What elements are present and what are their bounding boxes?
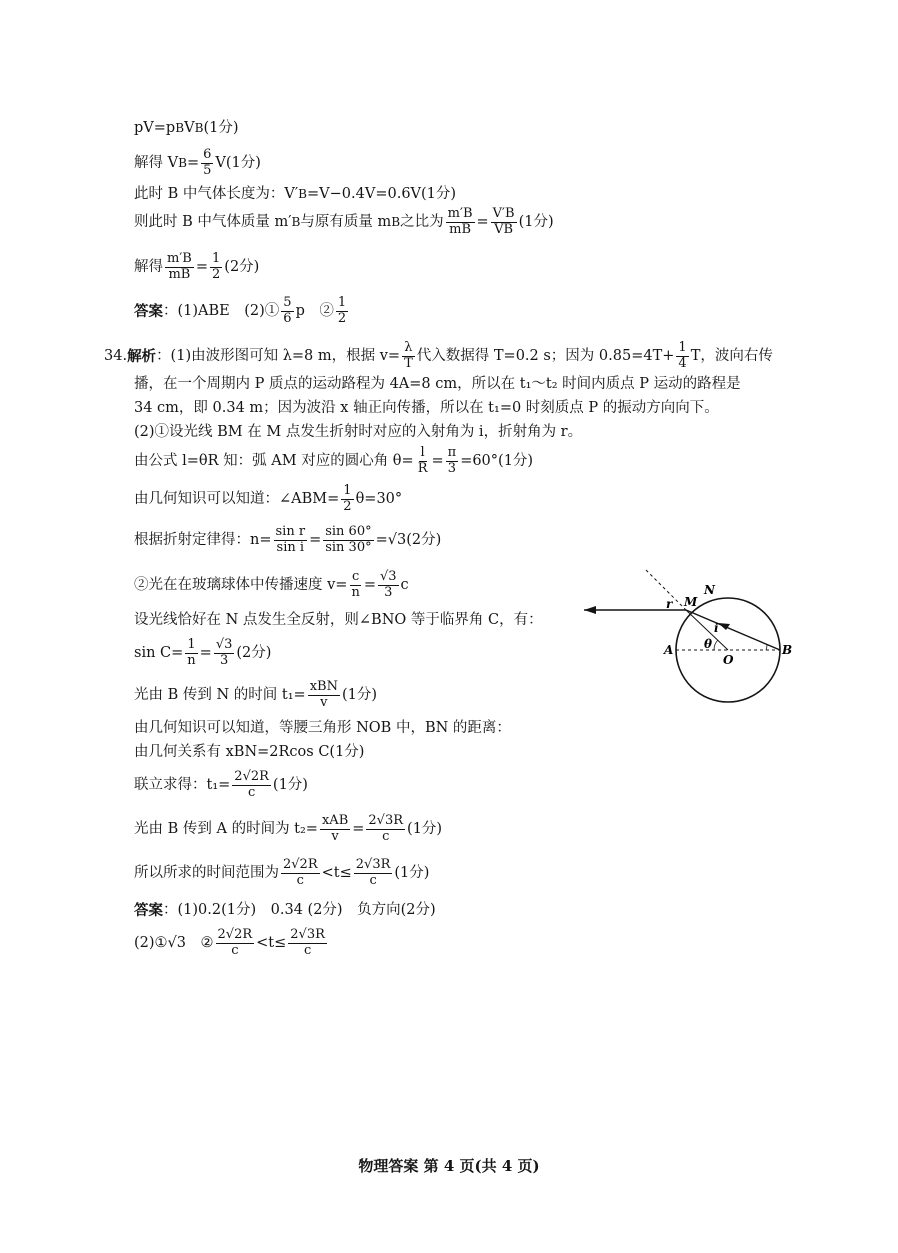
answer-text: (2)①√3 ② [134, 934, 214, 951]
label-a: A [664, 643, 674, 657]
numerator: π [447, 445, 457, 460]
denominator: 6 [283, 310, 292, 326]
eq-text: (1分) [341, 686, 377, 703]
para-text: 由几何知识可以知道，等腰三角形 NOB 中，BN 的距离： [134, 720, 511, 736]
denominator: c [296, 872, 304, 888]
numerator: m′B [167, 251, 192, 266]
numerator: 1 [187, 637, 196, 652]
eq-text: 由公式 l=θR 知：弧 AM 对应的圆心角 θ= [134, 452, 414, 469]
denominator: n [187, 652, 196, 668]
eq-text: = [476, 213, 489, 230]
fraction [281, 858, 320, 889]
denominator: c [303, 942, 312, 958]
fraction [354, 858, 393, 889]
numerator: sin r [275, 524, 306, 539]
q34-para1-line2 [134, 376, 741, 393]
eq-text: (2分) [236, 644, 272, 661]
denominator: c [369, 872, 377, 888]
denominator: 3 [219, 652, 229, 668]
fraction [274, 525, 308, 556]
page-footer: 物理答案 第 4 页(共 4 页) [358, 1157, 540, 1175]
eq-text: =60°(1分) [460, 452, 534, 469]
eq-text: ②光在在玻璃球体中传播速度 v= [134, 576, 348, 593]
fraction [185, 638, 197, 669]
denominator: mB [168, 266, 191, 282]
fraction [336, 296, 348, 327]
numerator: m′B [447, 206, 473, 221]
denominator: v [331, 828, 339, 844]
numerator: 2√3R [368, 813, 404, 828]
q34-xbn [134, 744, 364, 761]
answer-text: <t≤ [256, 934, 287, 951]
fraction [288, 928, 327, 959]
eq-text: pV=p [134, 120, 176, 136]
fraction [214, 638, 235, 669]
numerator: 6 [203, 147, 212, 162]
ray-bm [686, 610, 780, 650]
eq-text: 所以所求的时间范围为 [134, 864, 279, 881]
eq-text: 此时 B 中气体长度为：V′ [134, 186, 299, 202]
answer-label: 答案 [134, 302, 163, 320]
q34-para2 [134, 424, 582, 441]
denominator: 5 [203, 162, 212, 178]
fraction [320, 814, 350, 845]
q34-time-range [134, 858, 429, 889]
numerator: 1 [337, 295, 347, 310]
q34-total-reflection [134, 612, 543, 629]
fraction [676, 341, 688, 372]
fraction [378, 570, 399, 601]
para-text: ：(1)由波形图可知 λ=8 m，根据 v= [156, 347, 401, 364]
numerator: c [352, 569, 360, 584]
q34-answer-2 [134, 928, 329, 959]
subscript: B [178, 156, 187, 171]
subscript: B [175, 121, 185, 136]
eq-text: V(1分) [215, 154, 261, 171]
eq-mass-ratio [134, 207, 554, 238]
fraction [323, 525, 373, 556]
label-theta: θ [704, 637, 713, 651]
eq-text: 解得 V [134, 154, 179, 171]
numerator: 2√2R [234, 769, 269, 784]
fraction [210, 252, 222, 283]
numerator: 2√2R [283, 857, 318, 872]
denominator: 3 [384, 584, 393, 600]
eq-text: V [184, 120, 195, 136]
answer-text: p ② [295, 302, 334, 319]
refracted-arrow [584, 606, 596, 614]
numerator: 1 [212, 251, 221, 266]
numerator: 5 [283, 295, 292, 310]
answer-33 [134, 296, 350, 327]
para-text: T，波向右传 [690, 347, 773, 364]
eq-text: 与原有质量 m [300, 213, 392, 230]
denominator: c [247, 784, 256, 800]
fraction [446, 446, 459, 477]
label-b: B [782, 643, 793, 657]
eq-text: (1分) [272, 776, 308, 793]
numerator: l [420, 445, 425, 460]
eq-text: 解得 [134, 258, 163, 275]
eq-text: sin C= [134, 644, 184, 661]
numerator: 1 [343, 483, 352, 498]
subscript: B [194, 121, 204, 136]
eq-text: = [186, 154, 200, 171]
q34-geometry [134, 720, 511, 737]
eq-text: = [431, 452, 444, 469]
numerator: sin 60° [325, 524, 372, 539]
eq-text: =V−0.4V=0.6V(1分) [307, 186, 457, 202]
eq-text: = [199, 644, 212, 661]
q34-eq-sinc [134, 638, 271, 669]
answer-text: ：(1)ABE (2)① [163, 302, 280, 319]
numerator: λ [404, 340, 413, 355]
score: (1分) [203, 120, 239, 136]
eq-text: 由几何知识可以知道：∠ABM= [134, 490, 340, 507]
denominator: 4 [678, 355, 687, 371]
denominator: T [404, 355, 413, 371]
fraction [201, 148, 213, 179]
fraction [216, 928, 255, 959]
answer-text: ：(1)0.2(1分) 0.34 (2分) 负方向(2分) [163, 902, 436, 918]
denominator: sin i [276, 539, 305, 555]
label-r: r [666, 597, 673, 611]
subscript: B [291, 215, 301, 230]
score: (1分) [518, 213, 554, 230]
eq-text: θ=30° [355, 490, 403, 507]
subscript: B [391, 215, 401, 230]
q34-eq-t1 [134, 680, 377, 711]
eq-text: = [195, 258, 208, 275]
eq-text: =√3(2分) [375, 531, 442, 548]
numerator: V′B [492, 206, 515, 221]
q34-eq-theta [134, 446, 533, 477]
denominator: R [417, 460, 428, 476]
question-number: 34. [104, 347, 128, 364]
denominator: c [382, 828, 390, 844]
denominator: VB [494, 221, 514, 237]
score: (2分) [224, 258, 260, 275]
eq-text: 之比为 [400, 213, 444, 230]
q34-eq-t2 [134, 814, 442, 845]
eq-text: 根据折射定律得：n= [134, 531, 272, 548]
fraction [232, 770, 271, 801]
fraction [165, 252, 194, 283]
eq-pv [134, 120, 239, 137]
denominator: n [351, 584, 360, 600]
para-text: 设光线恰好在 N 点发生全反射，则∠BNO 等于临界角 C，有： [134, 612, 543, 628]
answer-label: 答案 [134, 902, 163, 919]
numerator: xAB [321, 813, 349, 828]
eq-text: <t≤ [321, 864, 352, 881]
eq-text: 联立求得：t₁= [134, 776, 231, 793]
denominator: sin 30° [325, 539, 372, 555]
para-text: (2)①设光线 BM 在 M 点发生折射时对应的入射角为 i，折射角为 r。 [134, 424, 583, 440]
eq-text: = [363, 576, 376, 593]
fraction [349, 570, 361, 601]
label-i: i [714, 621, 719, 635]
eq-length [134, 186, 456, 203]
numerator: 2√2R [217, 927, 253, 942]
eq-text: (1分) [407, 820, 443, 837]
denominator: v [320, 694, 328, 710]
ray-arrow [718, 623, 730, 630]
fraction [402, 341, 415, 372]
fraction [366, 814, 405, 845]
eq-text: 光由 B 传到 A 的时间为 t₂= [134, 820, 318, 837]
analysis-label: 解析 [127, 347, 157, 365]
q34-para1-line3 [134, 400, 719, 417]
subscript: B [298, 187, 308, 202]
denominator: 2 [212, 266, 221, 282]
theta-arc [714, 640, 718, 650]
para-text: 代入数据得 T=0.2 s；因为 0.85=4T+ [416, 347, 675, 364]
para-text: 由几何关系有 xBN=2Rcos C(1分) [134, 744, 365, 760]
numerator: 2√3R [290, 927, 325, 942]
eq-text: 光由 B 传到 N 的时间 t₁= [134, 686, 306, 703]
numerator: 1 [678, 340, 687, 355]
para-text: 34 cm，即 0.34 m；因为波沿 x 轴正向传播，所以在 t₁=0 时刻质点 P 的振动方向向下。 [134, 400, 719, 416]
numerator: 2√3R [355, 857, 391, 872]
fraction [416, 446, 430, 477]
denominator: c [231, 942, 239, 958]
numerator: √3 [215, 637, 233, 652]
eq-solve-mass [134, 252, 259, 283]
eq-text: = [352, 820, 365, 837]
eq-text: c [400, 576, 409, 593]
q34-eq-t1-result [134, 770, 308, 801]
denominator: 2 [337, 310, 347, 326]
numerator: xBN [309, 679, 338, 694]
glass-sphere-figure [580, 568, 805, 703]
numerator: √3 [379, 569, 397, 584]
eq-vb [134, 148, 261, 179]
eq-text: 则此时 B 中气体质量 m′ [134, 213, 292, 230]
denominator: mB [449, 221, 472, 237]
fraction [281, 296, 293, 327]
fraction [446, 207, 475, 238]
q34-eq-speed [134, 570, 409, 601]
para-text: 播，在一个周期内 P 质点的运动路程为 4A=8 cm，所以在 t₁～t₂ 时间内质点 P 运动的路程是 [134, 376, 741, 392]
fraction [308, 680, 340, 711]
denominator: 2 [343, 498, 352, 514]
angle-b-arc [766, 645, 767, 650]
q34-answer-1 [134, 902, 436, 919]
fraction [341, 484, 353, 515]
q34-para1 [104, 341, 773, 372]
label-o: O [723, 653, 734, 667]
q34-eq-abm [134, 484, 402, 515]
eq-text: = [309, 531, 322, 548]
label-n: N [704, 583, 715, 597]
fraction [491, 207, 517, 238]
eq-text: (1分) [394, 864, 430, 881]
q34-eq-refraction [134, 525, 441, 556]
label-m: M [684, 595, 698, 609]
denominator: 3 [447, 460, 457, 476]
